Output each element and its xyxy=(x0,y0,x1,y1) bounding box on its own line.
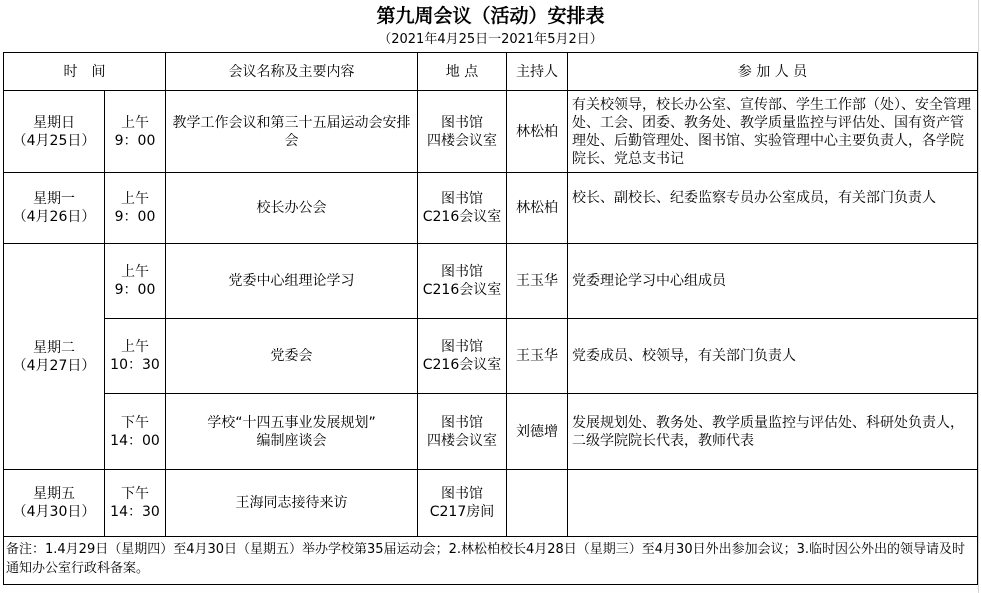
place-cell xyxy=(418,244,507,319)
day-cell xyxy=(4,173,105,244)
period-label: 上午 xyxy=(121,339,149,355)
day-label: 星期一 xyxy=(33,191,75,207)
table-row xyxy=(4,319,978,394)
content-line: 学校“十四五事业发展规划” xyxy=(207,414,376,431)
host-cell xyxy=(507,470,568,537)
place-room: 四楼会议室 xyxy=(427,432,497,449)
attendees-cell: 有关校领导，校长办公室、宣传部、学生工作部（处）、安全管理处、工会、团委、教务处、教学质量监控与评估处、国有资产管理处、后勤管理处、图书馆、实验管理中心主要负责人，各学院院长、党总支书记 xyxy=(568,91,978,173)
period-label: 下午 xyxy=(121,486,149,502)
place-building: 图书馆 xyxy=(441,486,483,502)
content-line: 编制座谈会 xyxy=(256,432,327,449)
period-label: 上午 xyxy=(121,264,149,280)
day-cell xyxy=(4,244,105,470)
page-subtitle: （2021年4月25日一2021年5月2日） xyxy=(378,32,603,47)
attendees-cell: 发展规划处、教务处、教学质量监控与评估处、科研处负责人，二级学院院长代表，教师代表 xyxy=(568,394,978,470)
day-label: 星期五 xyxy=(33,486,75,502)
place-cell xyxy=(418,394,507,470)
period-label: 上午 xyxy=(121,114,149,131)
header-attendees: 参 加 人 员 xyxy=(568,53,978,91)
attendees-cell: 党委理论学习中心组成员 xyxy=(568,244,978,319)
place-building: 图书馆 xyxy=(441,114,483,131)
place-cell xyxy=(418,470,507,537)
table-row xyxy=(4,470,978,537)
period-label: 上午 xyxy=(121,191,149,207)
table-row xyxy=(4,244,978,319)
time-cell xyxy=(105,91,166,173)
attendees-cell xyxy=(568,470,978,537)
date-label: （4月25日） xyxy=(12,132,96,149)
header-time: 时 间 xyxy=(4,53,166,91)
content-cell: 校长办公会 xyxy=(166,173,418,244)
attendees-cell: 党委成员、校领导，有关部门负责人 xyxy=(568,319,978,394)
clock-label: 9：00 xyxy=(114,132,156,149)
place-room: C216会议室 xyxy=(422,209,502,225)
clock-label: 9：00 xyxy=(114,282,156,298)
clock-label: 14：00 xyxy=(110,432,160,449)
table-row xyxy=(4,173,978,244)
time-cell xyxy=(105,319,166,394)
host-cell: 林松柏 xyxy=(507,91,568,173)
host-cell: 王玉华 xyxy=(507,319,568,394)
note-row xyxy=(4,537,978,585)
clock-label: 9：00 xyxy=(114,209,156,225)
place-building: 图书馆 xyxy=(441,264,483,280)
period-label: 下午 xyxy=(121,414,149,431)
date-label: （4月27日） xyxy=(12,357,96,374)
content-cell: 党委中心组理论学习 xyxy=(166,244,418,319)
place-room: C216会议室 xyxy=(422,357,502,373)
header-content: 会议名称及主要内容 xyxy=(166,53,418,91)
place-building: 图书馆 xyxy=(441,191,483,207)
content-cell: 王海同志接待来访 xyxy=(166,470,418,537)
sheet-gridline xyxy=(978,0,979,593)
host-cell: 王玉华 xyxy=(507,244,568,319)
content-cell: 党委会 xyxy=(166,319,418,394)
date-label: （4月30日） xyxy=(12,504,96,520)
day-label: 星期日 xyxy=(33,114,75,131)
content-cell: 教学工作会议和第三十五届运动会安排会 xyxy=(166,91,418,173)
time-cell xyxy=(105,244,166,319)
date-label: （4月26日） xyxy=(12,209,96,225)
attendees-cell: 校长、副校长、纪委监察专员办公室成员，有关部门负责人 xyxy=(568,173,978,244)
host-cell: 林松柏 xyxy=(507,173,568,244)
clock-label: 14：30 xyxy=(110,504,160,520)
header-row xyxy=(4,53,978,91)
schedule-table xyxy=(3,52,978,585)
clock-label: 10：30 xyxy=(110,357,160,373)
time-cell xyxy=(105,173,166,244)
place-room: C217房间 xyxy=(429,504,495,520)
table-row xyxy=(4,394,978,470)
place-cell xyxy=(418,319,507,394)
day-label: 星期二 xyxy=(33,339,75,356)
place-room: C216会议室 xyxy=(422,282,502,298)
host-cell: 刘德增 xyxy=(507,394,568,470)
place-cell xyxy=(418,173,507,244)
day-cell xyxy=(4,470,105,537)
content-cell xyxy=(166,394,418,470)
place-cell xyxy=(418,91,507,173)
place-building: 图书馆 xyxy=(441,414,483,431)
page-title: 第九周会议（活动）安排表 xyxy=(376,5,605,27)
header-host: 主持人 xyxy=(507,53,568,91)
table-row xyxy=(4,91,978,173)
place-room: 四楼会议室 xyxy=(427,132,497,149)
header-place: 地 点 xyxy=(418,53,507,91)
time-cell xyxy=(105,394,166,470)
place-building: 图书馆 xyxy=(441,339,483,355)
note-text: 备注：1.4月29日（星期四）至4月30日（星期五）举办学校第35届运动会；2.林松柏校长4月28日（星期三）至4月30日外出参加会议；3.临时因公外出的领导请及时通知办公室行政科备案。 xyxy=(4,537,978,585)
time-cell xyxy=(105,470,166,537)
day-cell xyxy=(4,91,105,173)
